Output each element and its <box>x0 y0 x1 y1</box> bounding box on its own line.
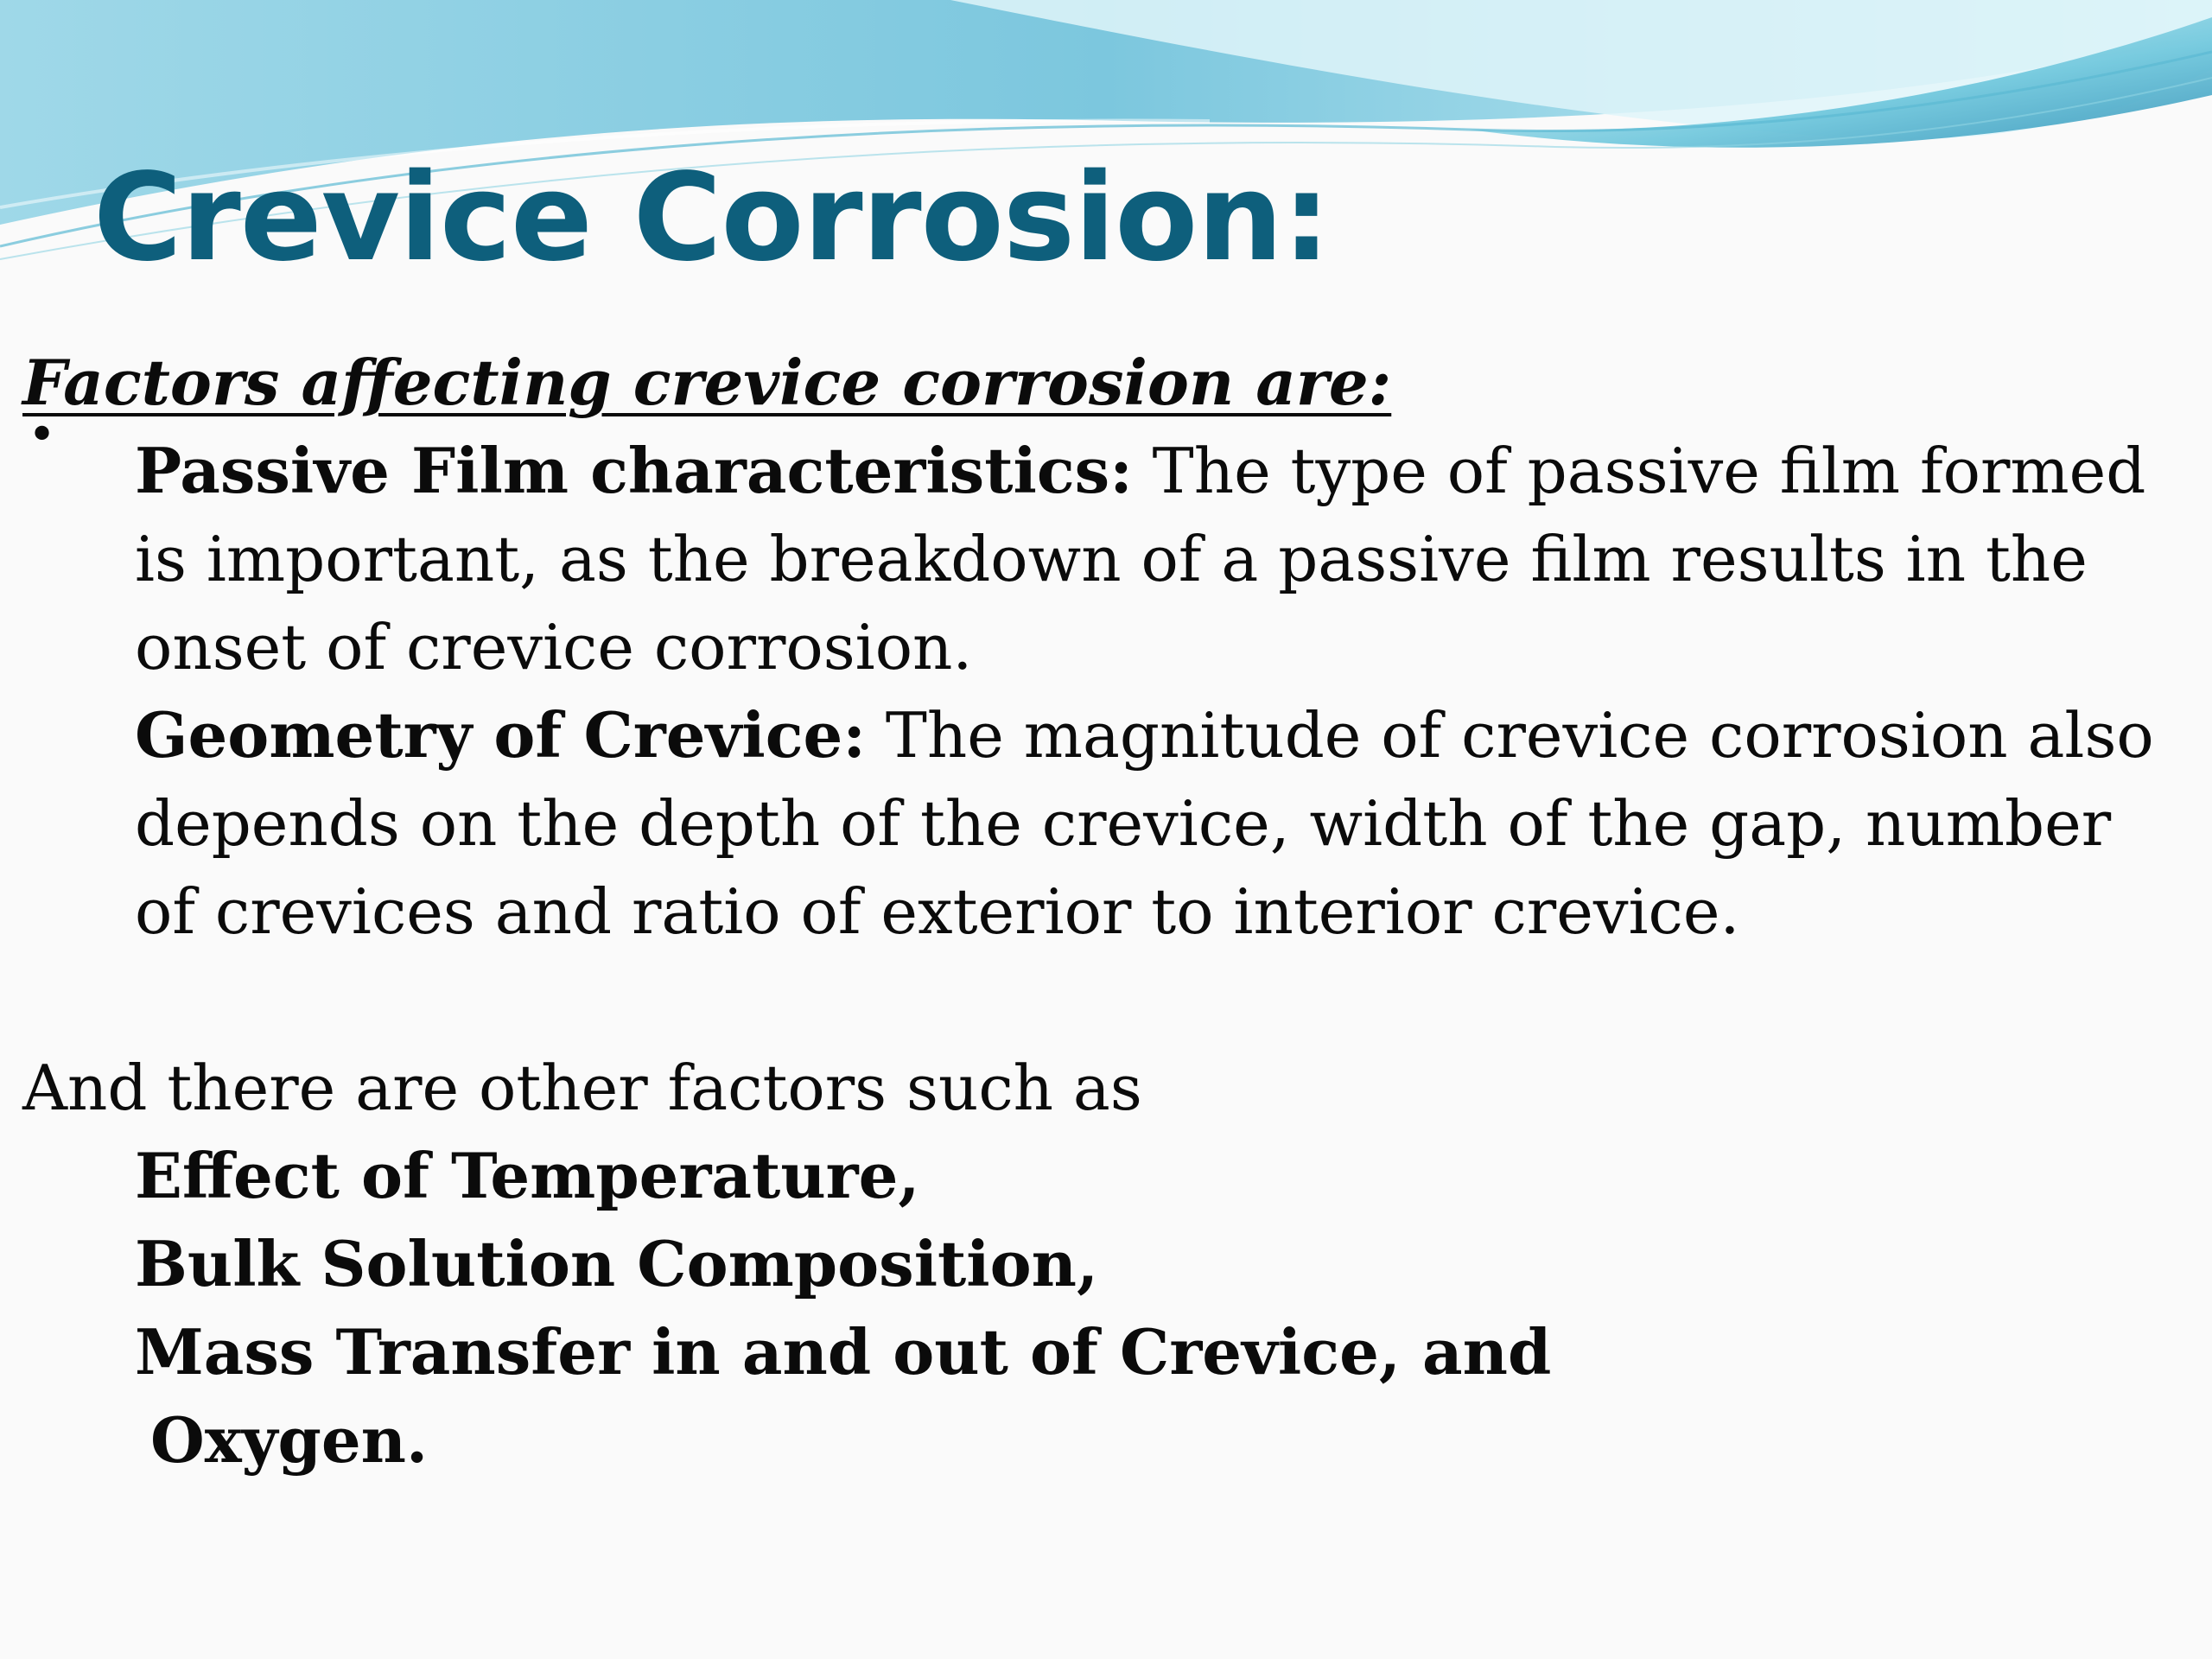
factor-description: The type of passive film formed is important, as the breakdown of a passive film results in the onset of crevice corrosion. <box>135 435 2146 683</box>
bullet-icon: • <box>28 407 57 463</box>
factor-term: Geometry of Crevice: <box>135 698 866 772</box>
list-item <box>135 427 2157 691</box>
factors-subheading: Factors affecting crevice corrosion are: <box>22 346 1392 419</box>
factor-description: The magnitude of crevice corrosion also depends on the depth of the crevice, width of the gap, number of crevices and ratio of exterior to interior crevice. <box>135 699 2154 948</box>
factor-term: Passive Film characteristics: <box>135 434 1133 507</box>
other-factors-intro: And there are other factors such as <box>22 1052 1142 1124</box>
list-item: Oxygen. <box>150 1403 429 1477</box>
list-item: Effect of Temperature, <box>135 1139 920 1212</box>
list-item <box>135 691 2157 956</box>
slide-body <box>22 339 2157 1484</box>
spacer <box>22 956 2157 1044</box>
list-item: Mass Transfer in and out of Crevice, and <box>135 1315 1552 1389</box>
factor-list <box>22 407 2157 956</box>
other-factors-list <box>22 1132 2157 1484</box>
slide-title: Crevice Corrosion: <box>93 148 1331 289</box>
list-item: Bulk Solution Composition, <box>135 1227 1099 1300</box>
